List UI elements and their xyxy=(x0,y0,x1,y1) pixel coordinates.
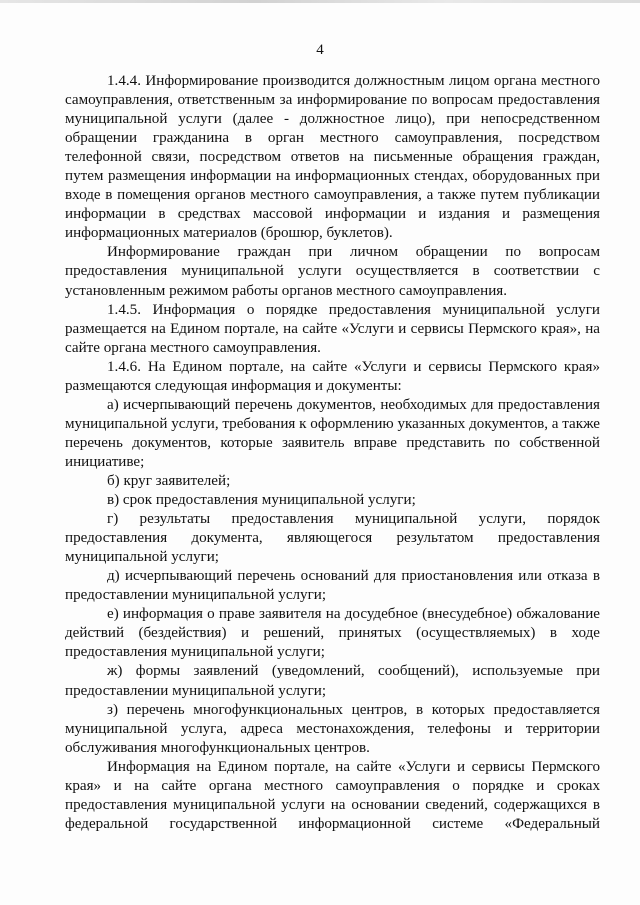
list-item-z: з) перечень многофункциональных центров, в которых предоставляется муниципальной услуга, адреса местонахождения, телефоны и территории обслуживания многофункциональных центров. xyxy=(65,701,600,756)
list-item-d: д) исчерпывающий перечень оснований для приостановления или отказа в предоставлении муниципальной услуги; xyxy=(65,568,600,604)
paragraph-portal-information: Информация на Едином портале, на сайте «Услуги и сервисы Пермского края» и на сайте органа местного самоуправления о порядке и сроках предоставления муниципальной услуги на основании сведений, содержащихся в федеральной государственной информационной системе «Федеральный xyxy=(65,758,600,832)
list-item-e: е) информация о праве заявителя на досудебное (внесудебное) обжалование действий (бездействия) и решений, принятых (осуществляемых) в ходе предоставления муниципальной услуги; xyxy=(65,606,600,661)
paragraph-1-4-5: 1.4.5. Информация о порядке предоставления муниципальной услуги размещается на Едином портале, на сайте «Услуги и сервисы Пермского края», на сайте органа местного самоуправления. xyxy=(65,301,600,356)
paragraph-1-4-4: 1.4.4. Информирование производится должностным лицом органа местного самоуправления, ответственным за информирование по вопросам предоставления муниципальной услуги (далее - должностное лицо), при непосредственном обращении гражданина в орган местного самоуправления, посредством телефонной связи, посредством ответов на письменные обращения граждан, путем размещения информации на информационных стендах, оборудованных при входе в помещения органов местного самоуправления, а также путем публикации информации в средствах массовой информации и издания и размещения информационных материалов (брошюр, буклетов). xyxy=(65,73,600,242)
list-item-zh: ж) формы заявлений (уведомлений, сообщений), используемые при предоставлении муниципальной услуги; xyxy=(65,663,600,699)
list-item-v: в) срок предоставления муниципальной услуги; xyxy=(107,492,416,509)
scan-edge xyxy=(0,0,640,3)
paragraph-1-4-6: 1.4.6. На Едином портале, на сайте «Услуги и сервисы Пермского края» размещаются следующая информация и документы: xyxy=(65,358,600,394)
list-item-g: г) результаты предоставления муниципальной услуги, порядок предоставления документа, являющегося результатом предоставления муниципальной услуги; xyxy=(65,511,600,566)
list-item-b: б) круг заявителей; xyxy=(107,472,231,489)
page-number: 4 xyxy=(316,42,324,58)
paragraph-personal-inquiry: Информирование граждан при личном обращении по вопросам предоставления муниципальной услуги осуществляется в соответствии с установленным режимом работы органов местного самоуправления. xyxy=(65,244,600,299)
list-item-a: а) исчерпывающий перечень документов, необходимых для предоставления муниципальной услуги, требования к оформлению указанных документов, а также перечень документов, которые заявитель вправе представить по собственной инициативе; xyxy=(65,396,600,470)
document-body xyxy=(65,72,600,834)
